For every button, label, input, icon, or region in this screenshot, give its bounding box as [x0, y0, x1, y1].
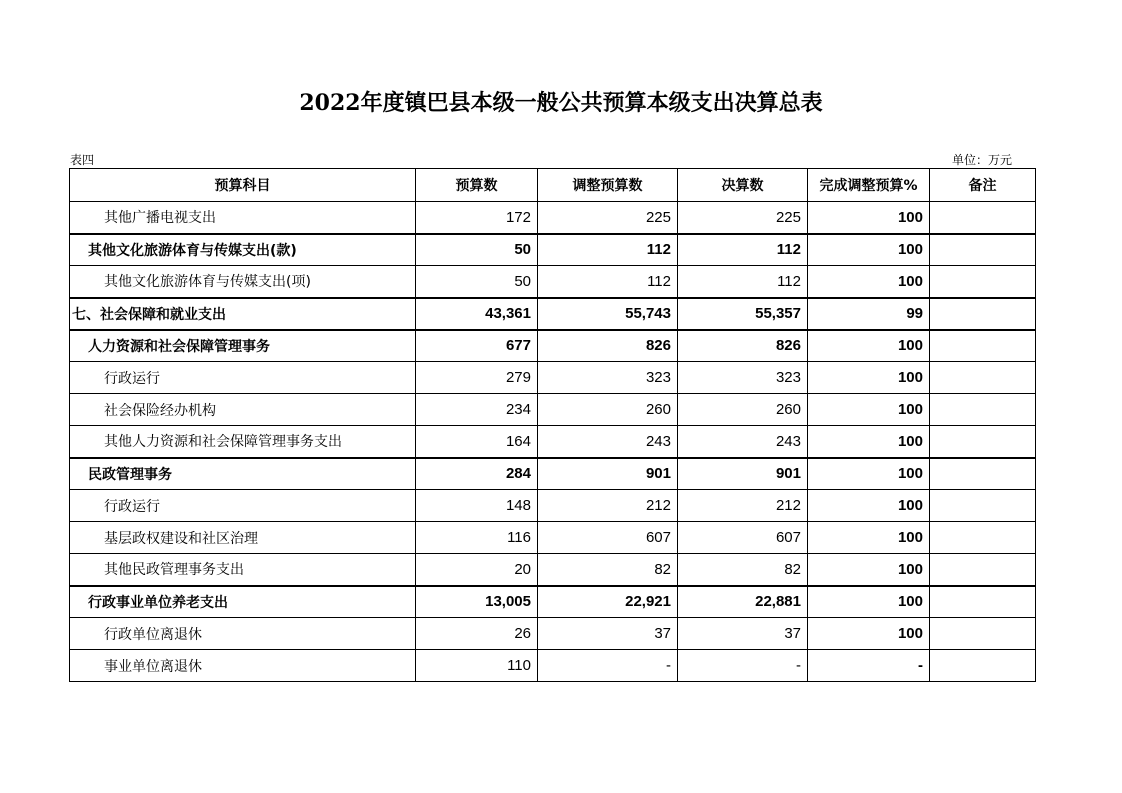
table-row: [70, 458, 1036, 490]
row-name: 行政事业单位养老支出: [70, 586, 416, 618]
row-final: 112: [678, 234, 808, 266]
row-adjusted: 323: [538, 362, 678, 394]
table-row: [70, 298, 1036, 330]
row-budget: 164: [416, 426, 538, 458]
row-adjusted: 607: [538, 522, 678, 554]
row-note: [930, 586, 1036, 618]
row-name: 行政单位离退休: [70, 618, 416, 650]
row-budget: 20: [416, 554, 538, 586]
row-rate: 100: [808, 458, 930, 490]
row-budget: 50: [416, 234, 538, 266]
row-rate: 100: [808, 554, 930, 586]
row-note: [930, 234, 1036, 266]
row-rate: 100: [808, 394, 930, 426]
table-row: [70, 266, 1036, 298]
table-row: [70, 490, 1036, 522]
row-budget: 50: [416, 266, 538, 298]
row-adjusted: 55,743: [538, 298, 678, 330]
row-note: [930, 298, 1036, 330]
row-final: 212: [678, 490, 808, 522]
row-rate: 99: [808, 298, 930, 330]
row-rate: 100: [808, 362, 930, 394]
row-name: 行政运行: [70, 362, 416, 394]
row-final: -: [678, 650, 808, 682]
row-budget: 43,361: [416, 298, 538, 330]
row-adjusted: 901: [538, 458, 678, 490]
table-row: [70, 522, 1036, 554]
row-note: [930, 266, 1036, 298]
row-name: 七、社会保障和就业支出: [70, 298, 416, 330]
row-final: 112: [678, 266, 808, 298]
table-row: [70, 618, 1036, 650]
row-name: 行政运行: [70, 490, 416, 522]
row-rate: 100: [808, 586, 930, 618]
row-budget: 234: [416, 394, 538, 426]
row-adjusted: 22,921: [538, 586, 678, 618]
row-note: [930, 650, 1036, 682]
row-adjusted: 37: [538, 618, 678, 650]
row-rate: 100: [808, 426, 930, 458]
row-budget: 677: [416, 330, 538, 362]
table-row: [70, 554, 1036, 586]
expenditure-table: [69, 168, 1036, 682]
row-budget: 116: [416, 522, 538, 554]
row-adjusted: 112: [538, 234, 678, 266]
row-note: [930, 554, 1036, 586]
row-adjusted: -: [538, 650, 678, 682]
row-adjusted: 112: [538, 266, 678, 298]
row-budget: 13,005: [416, 586, 538, 618]
row-adjusted: 212: [538, 490, 678, 522]
row-budget: 172: [416, 202, 538, 234]
row-note: [930, 330, 1036, 362]
row-adjusted: 82: [538, 554, 678, 586]
row-note: [930, 490, 1036, 522]
row-final: 22,881: [678, 586, 808, 618]
row-name: 其他文化旅游体育与传媒支出(项): [70, 266, 416, 298]
row-name: 民政管理事务: [70, 458, 416, 490]
row-final: 82: [678, 554, 808, 586]
row-rate: 100: [808, 522, 930, 554]
row-final: 225: [678, 202, 808, 234]
row-final: 901: [678, 458, 808, 490]
row-final: 243: [678, 426, 808, 458]
row-note: [930, 362, 1036, 394]
row-name: 其他文化旅游体育与传媒支出(款): [70, 234, 416, 266]
row-final: 37: [678, 618, 808, 650]
table-row: [70, 202, 1036, 234]
table-label: 表四: [70, 153, 95, 167]
header-rate: 完成调整预算%: [808, 169, 930, 202]
row-rate: 100: [808, 618, 930, 650]
row-note: [930, 202, 1036, 234]
unit-label: 单位：万元: [951, 153, 1012, 167]
row-adjusted: 260: [538, 394, 678, 426]
row-name: 其他广播电视支出: [70, 202, 416, 234]
row-budget: 26: [416, 618, 538, 650]
row-rate: -: [808, 650, 930, 682]
table-row: [70, 426, 1036, 458]
row-final: 607: [678, 522, 808, 554]
table-row: [70, 586, 1036, 618]
table-row: [70, 650, 1036, 682]
row-budget: 110: [416, 650, 538, 682]
table-row: [70, 394, 1036, 426]
row-name: 社会保险经办机构: [70, 394, 416, 426]
row-name: 其他民政管理事务支出: [70, 554, 416, 586]
table-row: [70, 234, 1036, 266]
row-final: 826: [678, 330, 808, 362]
table-row: [70, 362, 1036, 394]
row-name: 基层政权建设和社区治理: [70, 522, 416, 554]
row-name: 人力资源和社会保障管理事务: [70, 330, 416, 362]
row-name: 其他人力资源和社会保障管理事务支出: [70, 426, 416, 458]
row-adjusted: 243: [538, 426, 678, 458]
row-adjusted: 826: [538, 330, 678, 362]
row-note: [930, 426, 1036, 458]
row-budget: 279: [416, 362, 538, 394]
row-rate: 100: [808, 330, 930, 362]
table-header-row: [70, 169, 1036, 202]
row-note: [930, 618, 1036, 650]
header-adjusted: 调整预算数: [538, 169, 678, 202]
row-note: [930, 458, 1036, 490]
page-title: 2022年度镇巴县本级一般公共预算本级支出决算总表: [299, 90, 823, 116]
header-item: 预算科目: [70, 169, 416, 202]
row-final: 323: [678, 362, 808, 394]
header-budget: 预算数: [416, 169, 538, 202]
table-row: [70, 330, 1036, 362]
row-budget: 148: [416, 490, 538, 522]
row-rate: 100: [808, 266, 930, 298]
row-name: 事业单位离退休: [70, 650, 416, 682]
header-note: 备注: [930, 169, 1036, 202]
row-rate: 100: [808, 202, 930, 234]
row-note: [930, 522, 1036, 554]
row-rate: 100: [808, 490, 930, 522]
row-adjusted: 225: [538, 202, 678, 234]
row-final: 55,357: [678, 298, 808, 330]
header-final: 决算数: [678, 169, 808, 202]
row-note: [930, 394, 1036, 426]
row-budget: 284: [416, 458, 538, 490]
row-rate: 100: [808, 234, 930, 266]
row-final: 260: [678, 394, 808, 426]
